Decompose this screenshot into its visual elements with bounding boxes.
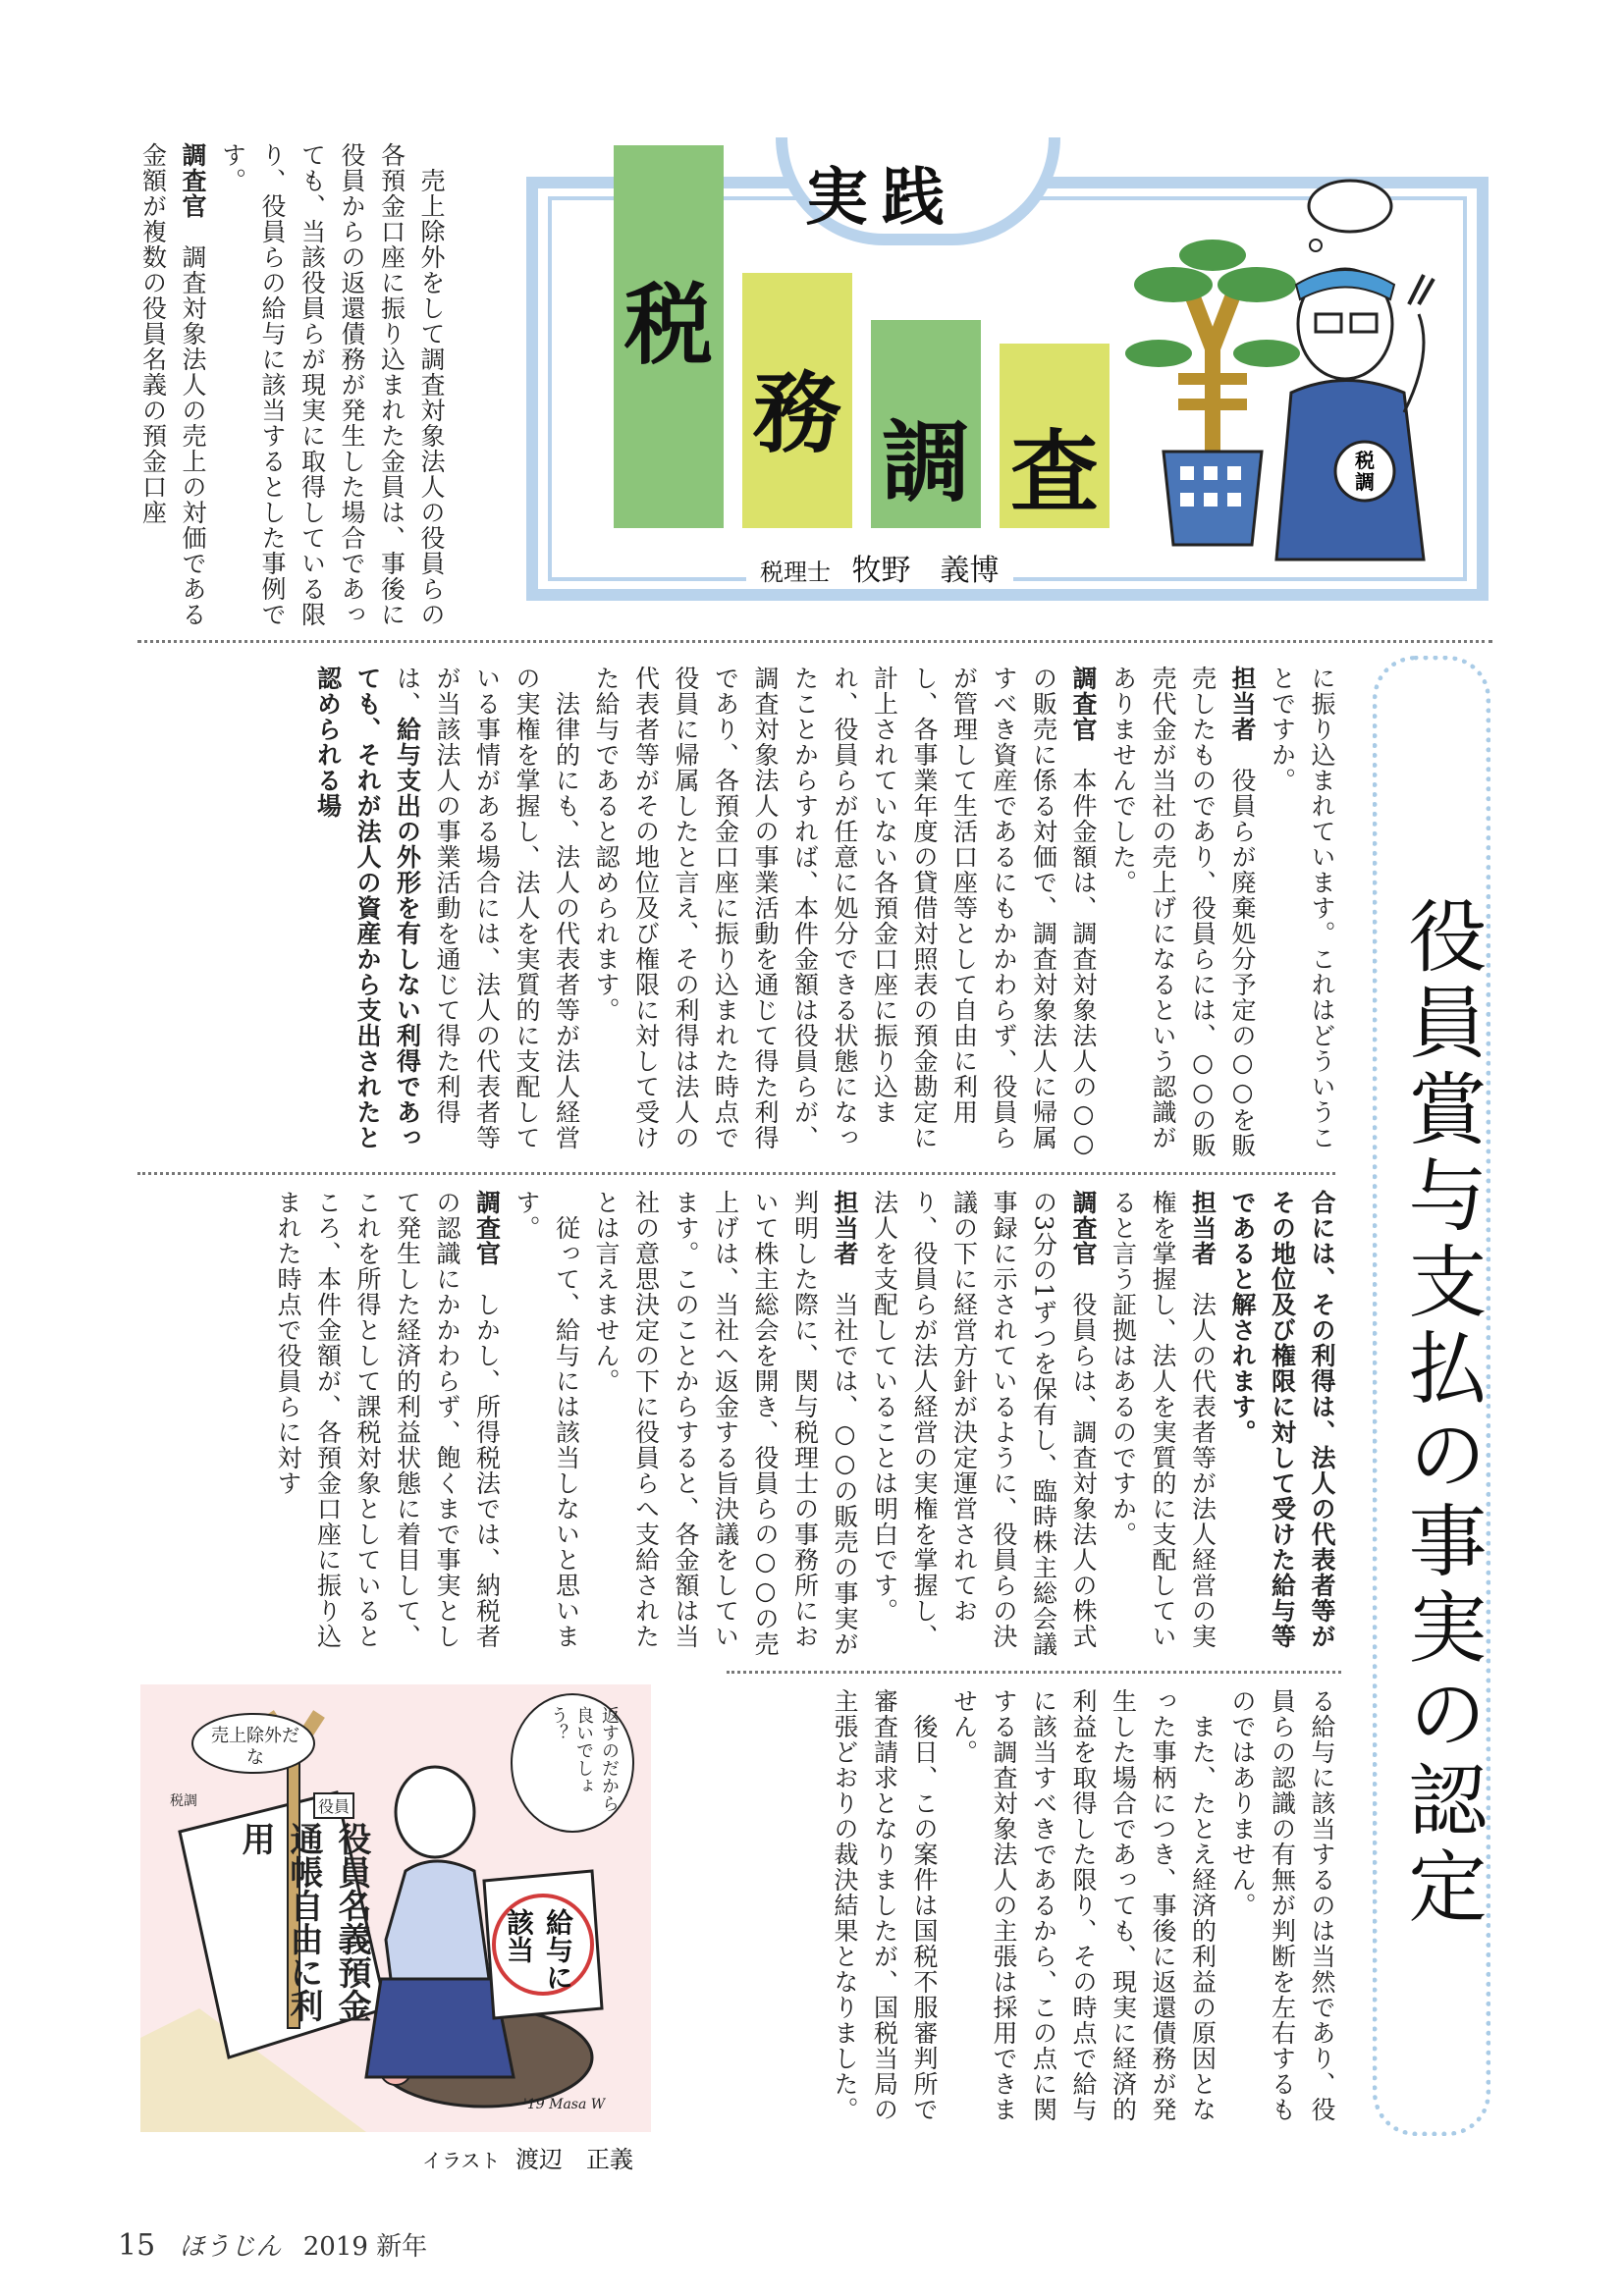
body-para: 従って、給与には該当しないと思います。 — [513, 1190, 581, 1649]
emphasis-text: 合には、その利得は、法人の代表者等がその地位及び権限に対して受けた給与等であると解されます。 — [1228, 1190, 1336, 1649]
intro-block — [135, 142, 451, 633]
inspector-illustration — [1276, 181, 1434, 560]
body-para: 調査官 本件金額は、調査対象法人の○○の販売に係る対価で、調査対象法人に帰属すべき資産であるにもかかわらず、役員らが管理して生活口座等として自由に利用し、各事業年度の貸借対照表の預金勘定に計上されていない各預金口座に振り込まれ、役員らが任意に処分できる状態になったことからすれば、本件金額は役員らが、調査対象法人の事業活動を通じて得た利得であり、各預金口座に振り込まれた時点で役員に帰属したと言え、その利得は法人の代表者等がその地位及び権限に対して受けた給与であると認められます。 — [592, 666, 1098, 1158]
body-para: 担当者 役員らが廃棄処分予定の○○を販売したものであり、役員らには、○○の販売代金が当社の売上げになるという認識がありませんでした。 — [1109, 666, 1257, 1158]
illustration-signature: '19 Masa W — [523, 2097, 606, 2112]
body-lower-right — [274, 1190, 1341, 1661]
body-para: る給与に該当するのは当然であり、役員らの認識の有無が判断を左右するものではありません。 — [1228, 1688, 1336, 2122]
speaker-label: 担当者 — [1228, 666, 1257, 742]
intro-inspector-line: 調査官 調査対象法人の売上の対価である金額が複数の役員名義の預金口座 — [138, 142, 207, 627]
svg-text:税: 税 — [1355, 449, 1375, 472]
caption-name: 渡辺 正義 — [515, 2146, 634, 2173]
emphasis-text: 給与支出の外形を有しない利得であっても、それが法人の資産から支出されたと認められる場 — [313, 666, 422, 1150]
bubble-kaesu: 返すのだから良いでしょう？ — [548, 1706, 620, 1812]
magazine-name: ほうじん — [179, 2232, 282, 2262]
body-para: 調査官 しかし、所得税法では、納税者の認識にかかわらず、飽くまで事実として発生した経済的利益状態に着目して、これを所得として課税対象としているところ、本件金額が、各預金口座に振り込まれた時点で役員らに対す — [274, 1190, 502, 1649]
body-upper — [126, 666, 1341, 1164]
body-para: 担当者 法人の代表者等が法人経営の実権を掌握し、法人を実質的に支配していると言う証拠はあるのですか。 — [1109, 1190, 1218, 1649]
header-block-mu: 務 — [742, 273, 852, 528]
body-para: に振り込まれています。これはどういうことですか。 — [1268, 666, 1336, 1150]
caption-label: イラスト — [422, 2149, 501, 2172]
body-lowest — [727, 1688, 1341, 2130]
speaker-label: 担当者 — [1188, 1190, 1218, 1266]
badge-text: 税調 — [170, 1793, 197, 1809]
header-block-sa: 査 — [1000, 344, 1110, 528]
header-block-zei: 税 — [614, 145, 724, 528]
stamp-text: 給与に該当 — [503, 1908, 574, 1991]
speaker-label: 調査官 — [1069, 666, 1098, 742]
sign-tag-text: 役員 — [313, 1792, 354, 1819]
article-title: 役員賞与支払の事実の認定 — [1395, 895, 1487, 1932]
passbook-text: 役員名義預金通帳自由に利用 — [236, 1822, 371, 2022]
illustration — [140, 1684, 651, 2132]
body-para: 法律的にも、法人の代表者等が法人経営の実権を掌握し、法人を実質的に支配している事情がある場合には、法人の代表者等が当該法人の事業活動を通じて得た利得は、給与支出の外形を有しない利得であっても、それが法人の資産から支出されたと認められる場 — [313, 666, 581, 1150]
author-title: 税理士 — [760, 559, 831, 586]
author-name: 牧野 義博 — [851, 554, 1000, 588]
divider-middle — [137, 1172, 1335, 1175]
body-para: また、たとえ経済的利益の原因となった事柄につき、事後に返還債務が発生した場合であっても、現実に経済的利益を取得した限り、その時点で給与に該当すべきであるから、この点に関する調査対象法人の主張は採用できません。 — [949, 1688, 1218, 2122]
body-para: 調査官 役員らは、調査対象法人の株式の3分の1ずつを保有し、臨時株主総会議事録に示されているように、役員らの決議の下に経営方針が決定運営されており、役員らが法人経営の実権を掌握し、法人を支配していることは明白です。 — [870, 1190, 1098, 1657]
footer — [118, 2226, 427, 2263]
body-para: 後日、この案件は国税不服審判所で審査請求となりましたが、国税当局の主張どおりの裁決結果となりました。 — [831, 1688, 939, 2122]
divider-top — [137, 640, 1492, 643]
speaker-label: 担当者 — [831, 1190, 859, 1266]
divider-lower — [727, 1671, 1341, 1674]
illustration-caption — [422, 2140, 633, 2174]
speaker-label: 調査官 — [472, 1190, 502, 1266]
jissen-heading: 実践 — [805, 162, 958, 235]
issue-label: 2019 新年 — [302, 2232, 428, 2262]
bubble-uriage: 売上除外だな — [211, 1726, 299, 1768]
author-line — [746, 546, 1013, 589]
body-para — [1222, 1190, 1342, 1661]
intro-paragraph: 売上除外をして調査対象法人の役員らの各預金口座に振り込まれた金員は、事後に役員からの返還債務が発生した場合であっても、当該役員らが現実に取得している限り、役員らの給与に該当するとした事例です。 — [218, 142, 446, 627]
body-para: 担当者 当社では、○○の販売の事実が判明した際に、関与税理士の事務所において株主総会を開き、役員らの○○の売上げは、当社へ返金する旨決議をしています。このことからすると、各金額は当社の意思決定の下に役員らへ支給されたとは言えません。 — [592, 1190, 859, 1657]
speaker-label: 調査官 — [179, 142, 207, 219]
speaker-label: 調査官 — [1069, 1190, 1098, 1266]
page-number: 15 — [118, 2228, 156, 2263]
bonsai-yen-illustration — [1125, 240, 1300, 545]
header-block-cho: 調 — [871, 320, 981, 528]
header-cartoon — [1119, 177, 1443, 569]
svg-text:調: 調 — [1355, 470, 1375, 494]
